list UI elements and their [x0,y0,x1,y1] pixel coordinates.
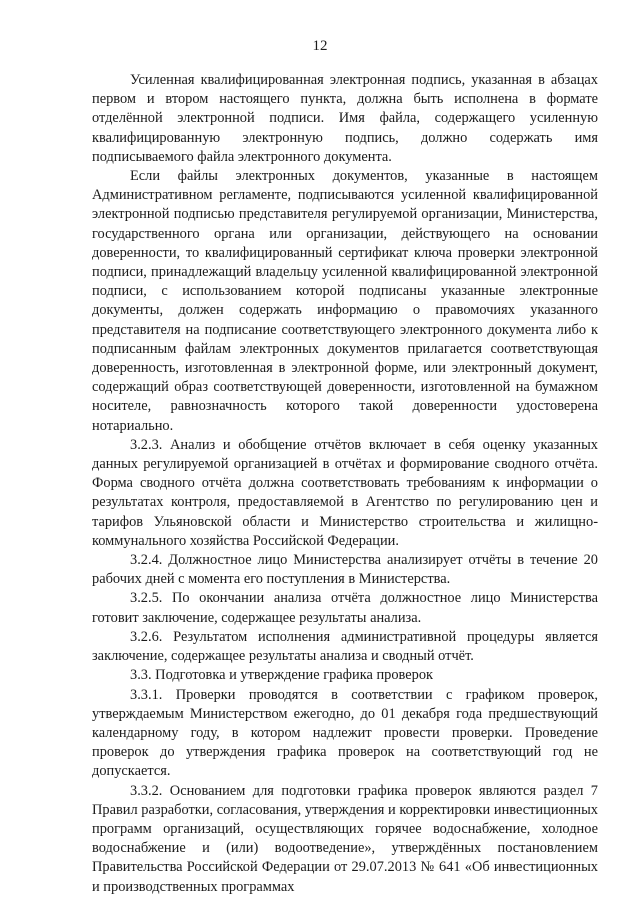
paragraph-signature-format: Усиленная квалифицированная электронная подпись, указанная в абзацах первом и втором настоящего пункта, должна быть исполнена в формате отделённой электронной подписи. Имя файла, содержащего усиленную квалифицированную электронную подпись, должно содержать имя подписываемого файла электронного документа. [92,72,598,165]
paragraph-3-2-5: 3.2.5. По окончании анализа отчёта должностное лицо Министерства готовит заключение, содержащее результаты анализа. [92,590,598,626]
paragraph-representative-signature: Если файлы электронных документов, указанные в настоящем Административном регламенте, подписываются усиленной квалифицированной электронной подписью представителя регулируемой организации, Министерства, государственного органа или организации, действующего на основании доверенности, то квалифицированный сертификат ключа проверки электронной подписи, принадлежащий владельцу усиленной квалифицированной электронной подписи, с использованием которой подписаны указанные электронные документы, должен содержать информацию о правомочиях указанного представителя на подписание соответствующего электронного документа либо к подписанным файлам электронных документов прилагается соответствующая доверенность, изготовленная в электронной форме, или электронный документ, содержащий образ соответствующей доверенности, изготовленной на бумажном носителе, равнозначность которого такой доверенности удостоверена нотариально. [92,168,598,434]
paragraph-3-3-2: 3.3.2. Основанием для подготовки графика проверок являются раздел 7 Правил разработки, согласования, утверждения и корректировки инвестиционных программ организаций, осуществляющих горячее водоснабжение, холодное водоснабжение и (или) водоотведение», утверждённых постановлением Правительства Российской Федерации от 29.07.2013 № 641 «Об инвестиционных и производственных программах [92,782,598,895]
paragraph-3-2-6: 3.2.6. Результатом исполнения административной процедуры является заключение, содержащее результаты анализа и сводный отчёт. [92,628,598,665]
paragraph-3-2-3: 3.2.3. Анализ и обобщение отчётов включает в себя оценку указанных данных регулируемой организацией в отчётах и формирование сводного отчёта. Форма сводного отчёта должна соответствовать требованиям к информации о результатах контроля, предоставляемой в Агентство по регулированию цен и тарифов Ульяновской области и Министерство строительства и жилищно-коммунального хозяйства Российской Федерации. [92,436,598,549]
paragraph-3-2-4: 3.2.4. Должностное лицо Министерства анализирует отчёты в течение 20 рабочих дней с момента его поступления в Министерства. [92,552,598,588]
page-number: 12 [312,38,328,54]
section-heading-3-3: 3.3. Подготовка и утверждение графика проверок [130,667,434,684]
paragraph-3-3-1: 3.3.1. Проверки проводятся в соответствии с графиком проверок, утверждаемым Министерством ежегодно, до 01 декабря года предшествующий календарному году, в котором надлежит провести проверки. Проведение проверок до утверждения графика проверок на соответствующий год не допускается. [92,686,598,780]
document-body [92,71,598,897]
